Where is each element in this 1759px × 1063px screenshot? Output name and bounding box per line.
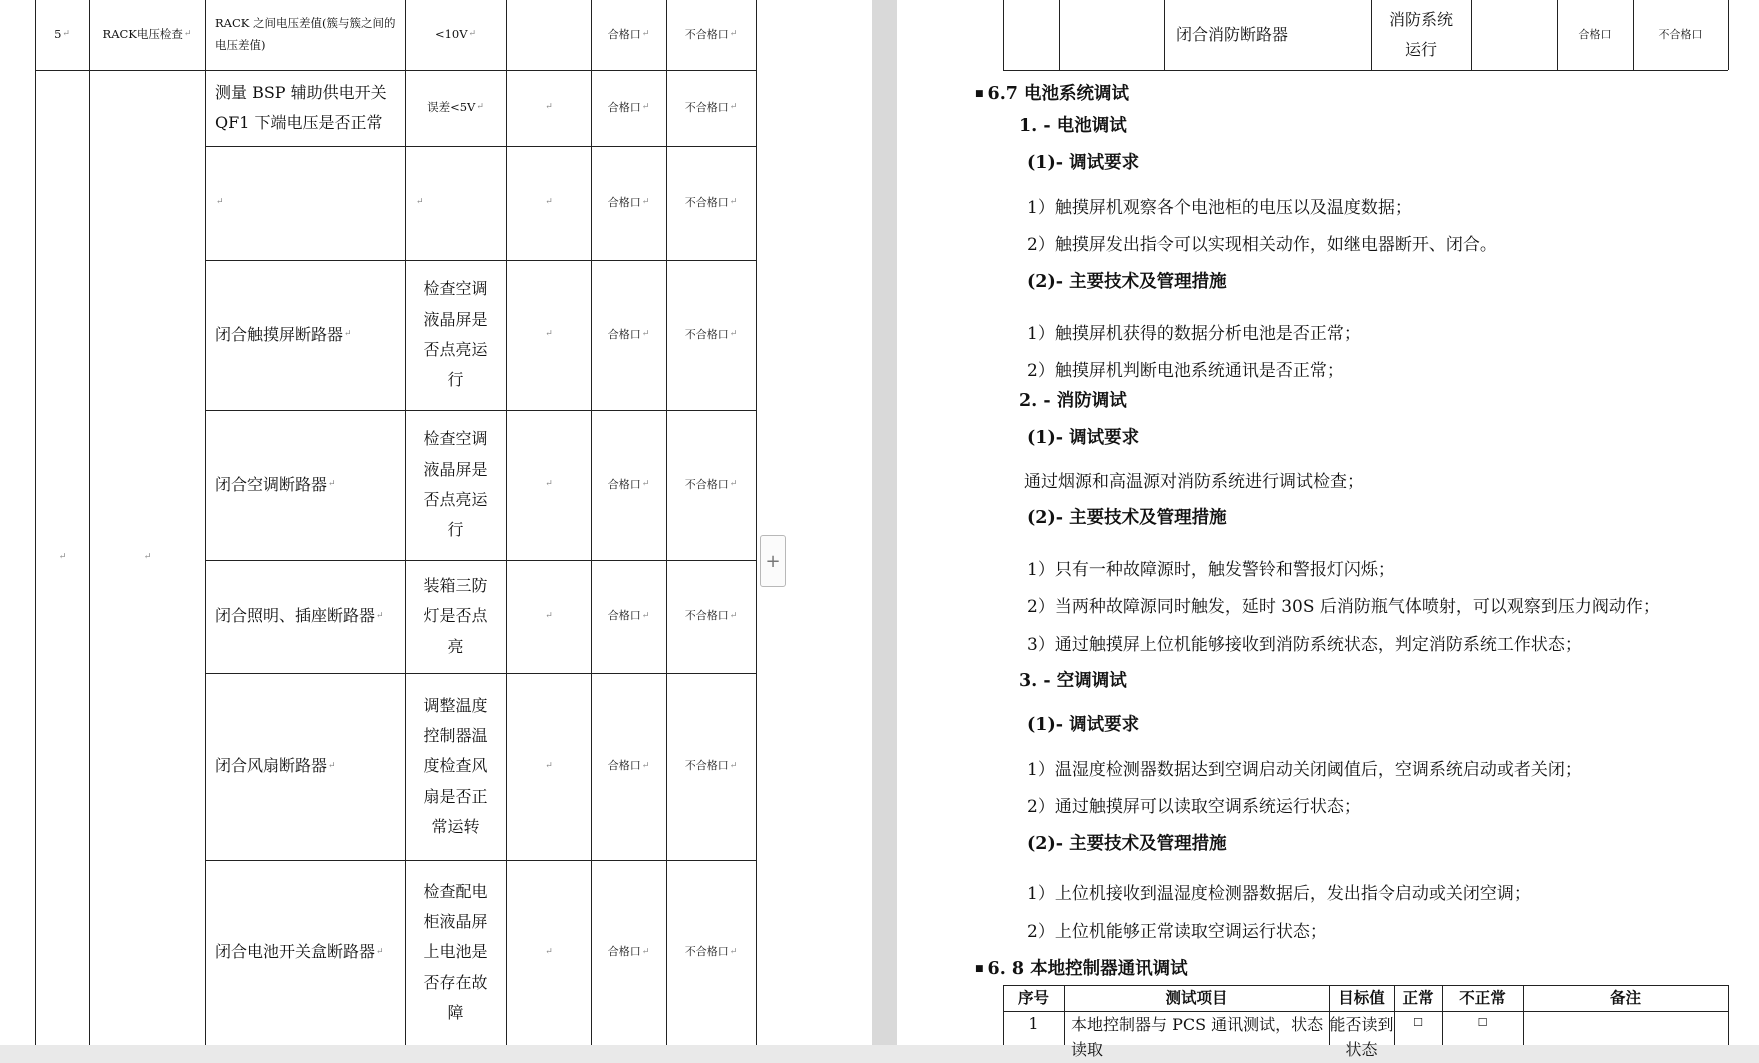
row-target-text: 检查配电柜液晶屏上电池是否存在故障 — [423, 881, 488, 1023]
paragraph: 2）触摸屏发出指令可以实现相关动作，如继电器断开、闭合。 — [1027, 235, 1497, 255]
plus-icon: + — [765, 550, 781, 572]
pass-checkbox[interactable]: 合格口 ↵ — [591, 260, 666, 410]
pass-checkbox[interactable]: 合格口 ↵ — [591, 860, 666, 1045]
paragraph: 2）触摸屏机判断电池系统通讯是否正常； — [1027, 361, 1344, 381]
header-note: 备注 — [1609, 988, 1641, 1008]
table-row-desc — [205, 70, 405, 146]
pass-checkbox[interactable] — [1557, 0, 1633, 70]
check-description-text: RACK 之间电压差值(簇与簇之间的电压差值) — [215, 16, 396, 52]
requirements-heading: (1)- 调试要求 — [1027, 153, 1140, 173]
table-row-desc: 闭合空调断路器 ↵ — [205, 410, 405, 560]
fail-checkbox-label: 不合格口 — [684, 327, 729, 341]
table-row-blank: ↵ — [545, 760, 553, 771]
fail-checkbox-label: 不合格口 — [684, 27, 729, 41]
pass-checkbox-label: 合格口 — [607, 609, 641, 623]
pass-checkbox-label: 合格口 — [607, 100, 641, 114]
fail-checkbox[interactable] — [1633, 0, 1728, 70]
table-row-desc: ↵ — [216, 197, 224, 208]
target-value: <10V ↵ — [405, 0, 506, 70]
fail-checkbox-label: 不合格口 — [684, 945, 729, 959]
pass-checkbox[interactable]: 合格口 ↵ — [591, 410, 666, 560]
measures-heading: (2)- 主要技术及管理措施 — [1027, 508, 1227, 528]
check-item-text: RACK电压检查 — [102, 27, 183, 42]
row-target-text: 检查空调液晶屏是否点亮运行 — [423, 429, 488, 540]
header-abnormal: 不正常 — [1459, 988, 1506, 1008]
fail-checkbox[interactable]: 不合格口 ↵ — [666, 146, 756, 260]
merged-number-cell: ↵ — [58, 551, 67, 562]
abnormal-checkbox[interactable]: ☐ — [1477, 1015, 1488, 1029]
table-row-target — [405, 560, 506, 673]
row-test-item: 本地控制器与 PCS 通讯测试，状态读取 — [1071, 1015, 1324, 1059]
pass-checkbox-label: 合格口 — [607, 477, 641, 491]
check-item: RACK电压检查 ↵ — [89, 0, 205, 70]
fail-checkbox-label: 不合格口 — [684, 759, 729, 773]
paragraph: 3）通过触摸屏上位机能够接收到消防系统状态，判定消防系统工作状态； — [1027, 635, 1582, 655]
row-target-text: 调整温度控制器温度检查风扇是否正常运转 — [423, 695, 488, 837]
pass-checkbox-label: 合格口 — [607, 195, 641, 209]
row-number: 5 ↵ — [35, 0, 89, 70]
top-row-desc-text: 闭合消防断路器 — [1176, 24, 1289, 44]
row-desc-text: 测量 BSP 辅助供电开关 QF1 下端电压是否正常 — [215, 82, 387, 132]
row-desc-text: 闭合触摸屏断路器 — [215, 324, 344, 344]
top-row-target-text: 消防系统运行 — [1388, 9, 1453, 59]
header-normal: 正常 — [1402, 988, 1434, 1008]
header-target: 目标值 — [1338, 988, 1385, 1008]
normal-checkbox[interactable]: ☐ — [1413, 1015, 1423, 1029]
row-desc-text: 闭合照明、插座断路器 — [215, 606, 376, 626]
table-row-target — [405, 673, 506, 860]
row-note — [1523, 1011, 1728, 1035]
table-row-blank: ↵ — [545, 479, 553, 490]
fail-checkbox[interactable]: 不合格口 ↵ — [666, 860, 756, 1045]
table-row-target: ↵ — [416, 197, 424, 208]
paragraph: 2）上位机能够正常读取空调运行状态； — [1027, 922, 1327, 942]
merged-item-cell: ↵ — [143, 551, 152, 562]
row-target-text: 误差<5V — [427, 100, 476, 115]
table-row-blank: ↵ — [545, 610, 553, 621]
row-desc-text: 闭合电池开关盒断路器 — [215, 942, 376, 962]
requirements-heading: (1)- 调试要求 — [1027, 715, 1140, 735]
table-row-target: 误差<5V ↵ — [405, 70, 506, 146]
paragraph: 2）通过触摸屏可以读取空调系统运行状态； — [1027, 797, 1361, 817]
pass-checkbox[interactable]: 合格口 ↵ — [591, 146, 666, 260]
subsection-battery: 1. - 电池调试 — [1019, 116, 1127, 136]
fail-checkbox[interactable]: 不合格口 ↵ — [666, 260, 756, 410]
pass-checkbox-label: 合格口 — [1578, 27, 1612, 41]
fail-checkbox-label: 不合格口 — [684, 477, 729, 491]
fail-checkbox-label: 不合格口 — [684, 609, 729, 623]
table-row-target — [405, 260, 506, 410]
fail-checkbox-label: 不合格口 — [684, 100, 729, 114]
pass-checkbox-label: 合格口 — [607, 27, 641, 41]
pass-checkbox[interactable]: 合格口 ↵ — [591, 70, 666, 146]
section-heading-6-8: ■ 6. 8 本地控制器通讯调试 — [975, 959, 1188, 979]
pass-checkbox-label: 合格口 — [607, 327, 641, 341]
paragraph: 1）温湿度检测器数据达到空调启动关闭阈值后，空调系统启动或者关闭； — [1027, 760, 1582, 780]
header-no: 序号 — [1017, 988, 1049, 1008]
table-row-desc: 闭合触摸屏断路器 ↵ — [205, 260, 405, 410]
paragraph: 1）只有一种故障源时，触发警铃和警报灯闪烁； — [1027, 560, 1395, 580]
table-row-blank: ↵ — [545, 197, 553, 208]
right-page — [897, 0, 1759, 1059]
table-row-blank: ↵ — [545, 329, 553, 340]
fail-checkbox[interactable]: 不合格口 ↵ — [666, 673, 756, 860]
pass-checkbox[interactable]: 合格口 ↵ — [591, 0, 666, 70]
page-gutter — [872, 0, 897, 1045]
table-row-target — [405, 860, 506, 1045]
pass-checkbox-label: 合格口 — [607, 945, 641, 959]
left-page — [0, 0, 872, 1045]
row-number-text: 5 — [54, 27, 62, 42]
add-row-button[interactable] — [760, 535, 786, 587]
row-target-text: 装箱三防灯是否点亮 — [423, 575, 488, 656]
pass-checkbox-label: 合格口 — [607, 759, 641, 773]
table-row-blank: ↵ — [545, 946, 553, 957]
table-row-desc: 闭合电池开关盒断路器 ↵ — [205, 860, 405, 1045]
section-heading-6-8-text: 6. 8 本地控制器通讯调试 — [987, 959, 1188, 979]
pass-checkbox[interactable]: 合格口 ↵ — [591, 560, 666, 673]
measures-heading: (2)- 主要技术及管理措施 — [1027, 834, 1227, 854]
fail-checkbox-label: 不合格口 — [684, 195, 729, 209]
fail-checkbox[interactable]: 不合格口 ↵ — [666, 0, 756, 70]
header-test-item: 测试项目 — [1165, 988, 1228, 1008]
subsection-aircon: 3. - 空调调试 — [1019, 671, 1127, 691]
table-row-desc: 闭合风扇断路器 ↵ — [205, 673, 405, 860]
paragraph: 通过烟源和高温源对消防系统进行调试检查； — [1024, 472, 1364, 492]
fail-checkbox-label: 不合格口 — [1658, 27, 1703, 41]
table-row-blank: ↵ — [545, 102, 553, 113]
fail-checkbox[interactable]: 不合格口 ↵ — [666, 560, 756, 673]
requirements-heading: (1)- 调试要求 — [1027, 428, 1140, 448]
row-desc-text: 闭合风扇断路器 — [215, 756, 328, 776]
fail-checkbox[interactable]: 不合格口 ↵ — [666, 410, 756, 560]
section-heading-6-7-text: 6.7 电池系统调试 — [987, 84, 1130, 104]
top-row-target — [1371, 0, 1471, 70]
paragraph: 1）上位机接收到温湿度检测器数据后，发出指令启动或关闭空调； — [1027, 884, 1531, 904]
row-no: 1 — [1028, 1013, 1039, 1033]
row-target-text: 检查空调液晶屏是否点亮运行 — [423, 279, 488, 390]
row-target: 能否读到状态 — [1329, 1015, 1394, 1059]
top-row-desc — [1164, 0, 1371, 70]
paragraph: 1）触摸屏机获得的数据分析电池是否正常； — [1027, 324, 1361, 344]
row-desc-text: 闭合空调断路器 — [215, 474, 328, 494]
check-description — [205, 0, 405, 70]
target-value-text: <10V — [434, 27, 468, 42]
paragraph: 2）当两种故障源同时触发，延时 30S 后消防瓶气体喷射，可以观察到压力阀动作； — [1027, 597, 1660, 617]
section-heading-6-7: ■ 6.7 电池系统调试 — [975, 84, 1130, 104]
measures-heading: (2)- 主要技术及管理措施 — [1027, 272, 1227, 292]
pass-checkbox[interactable]: 合格口 ↵ — [591, 673, 666, 860]
table-row-target — [405, 410, 506, 560]
fail-checkbox[interactable]: 不合格口 ↵ — [666, 70, 756, 146]
table-row-desc: 闭合照明、插座断路器 ↵ — [205, 560, 405, 673]
subsection-fire: 2. - 消防调试 — [1019, 391, 1127, 411]
paragraph: 1）触摸屏机观察各个电池柜的电压以及温度数据； — [1027, 198, 1412, 218]
